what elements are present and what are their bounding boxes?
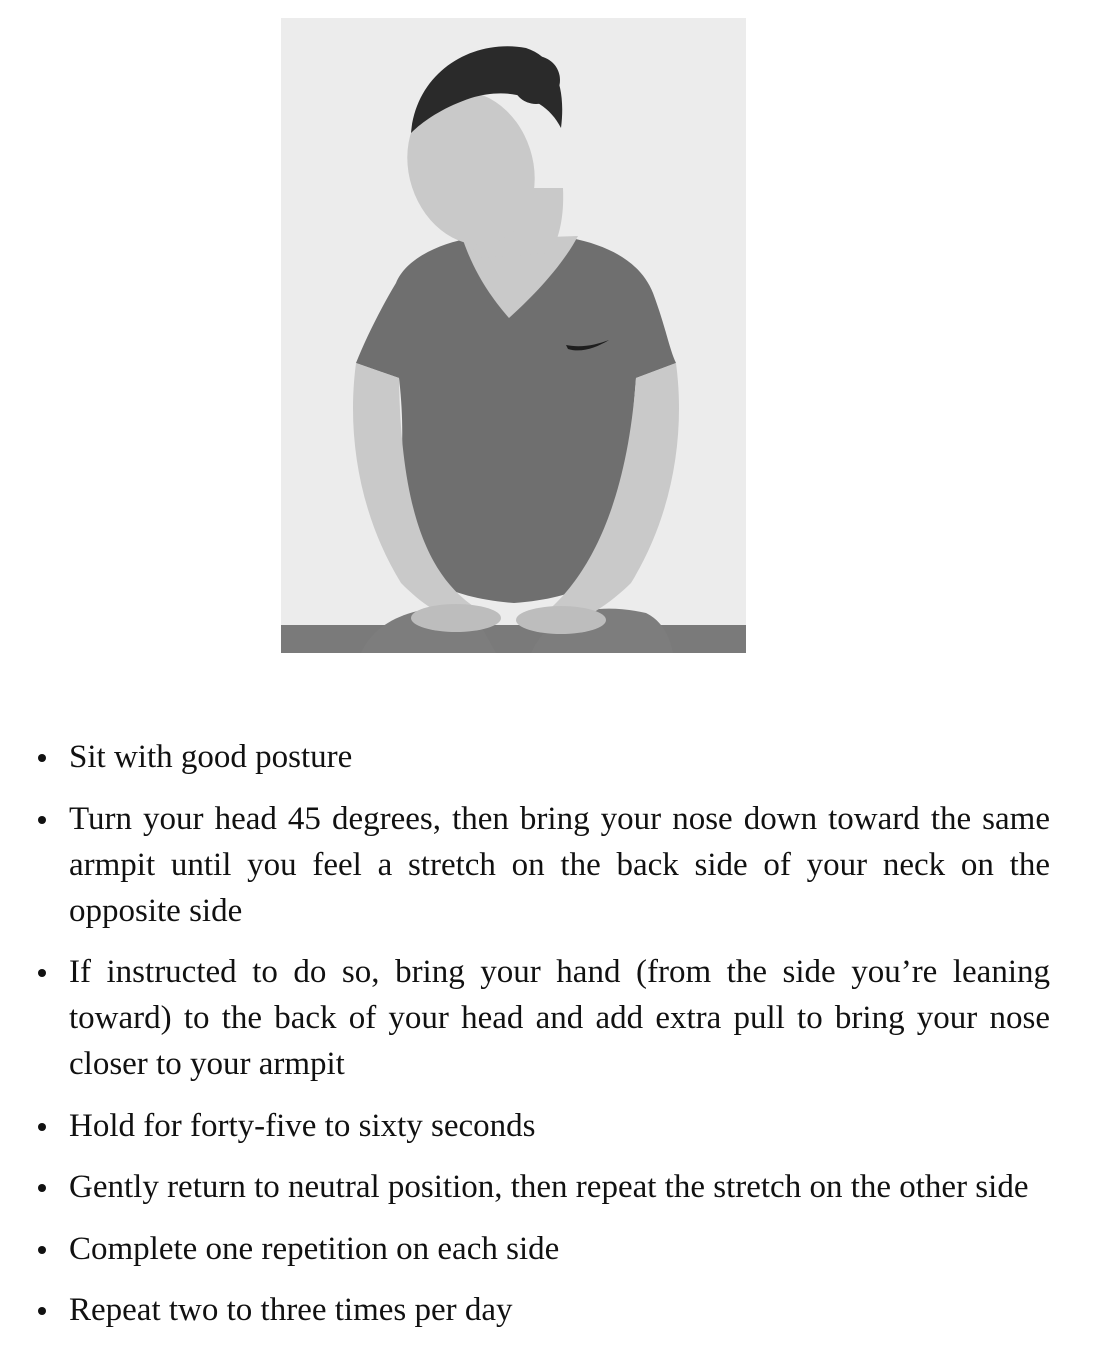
bench	[281, 625, 746, 653]
list-item	[0, 1226, 1095, 1272]
exercise-photo	[281, 18, 746, 653]
bullet-icon	[38, 816, 46, 824]
list-item-text: Sit with good posture	[69, 739, 353, 775]
right-hand	[516, 606, 606, 634]
list-item-text: Gently return to neutral position, then repeat the stretch on the other side	[69, 1169, 1029, 1205]
list-item	[0, 734, 1095, 780]
list-item-text: Hold for forty-five to sixty seconds	[69, 1107, 536, 1144]
seated-neck-stretch-illustration	[281, 18, 746, 653]
left-hand	[411, 604, 501, 632]
bullet-icon	[38, 1307, 46, 1315]
bullet-icon	[38, 754, 46, 762]
instruction-list	[0, 734, 1095, 1349]
bullet-icon	[38, 1123, 46, 1131]
list-item	[0, 1103, 1095, 1149]
bullet-icon	[38, 1246, 46, 1254]
list-item-text: Complete one repetition on each side	[69, 1230, 560, 1267]
hair-bun	[512, 56, 560, 104]
list-item-text: Turn your head 45 degrees, then bring your nose down toward the same armpit until you feel a stretch on the back side of your neck on the opposite side	[69, 800, 1050, 929]
list-item-text: Repeat two to three times per day	[69, 1292, 513, 1328]
list-item	[0, 1164, 1095, 1210]
list-item	[0, 1287, 1095, 1333]
list-item	[0, 796, 1095, 934]
list-item-text: If instructed to do so, bring your hand (from the side you’re leaning toward) to the back of your head and add extra pull to bring your nose closer to your armpit	[69, 954, 1050, 1082]
bullet-icon	[38, 1184, 46, 1192]
bullet-icon	[38, 969, 46, 977]
list-item	[0, 949, 1095, 1087]
